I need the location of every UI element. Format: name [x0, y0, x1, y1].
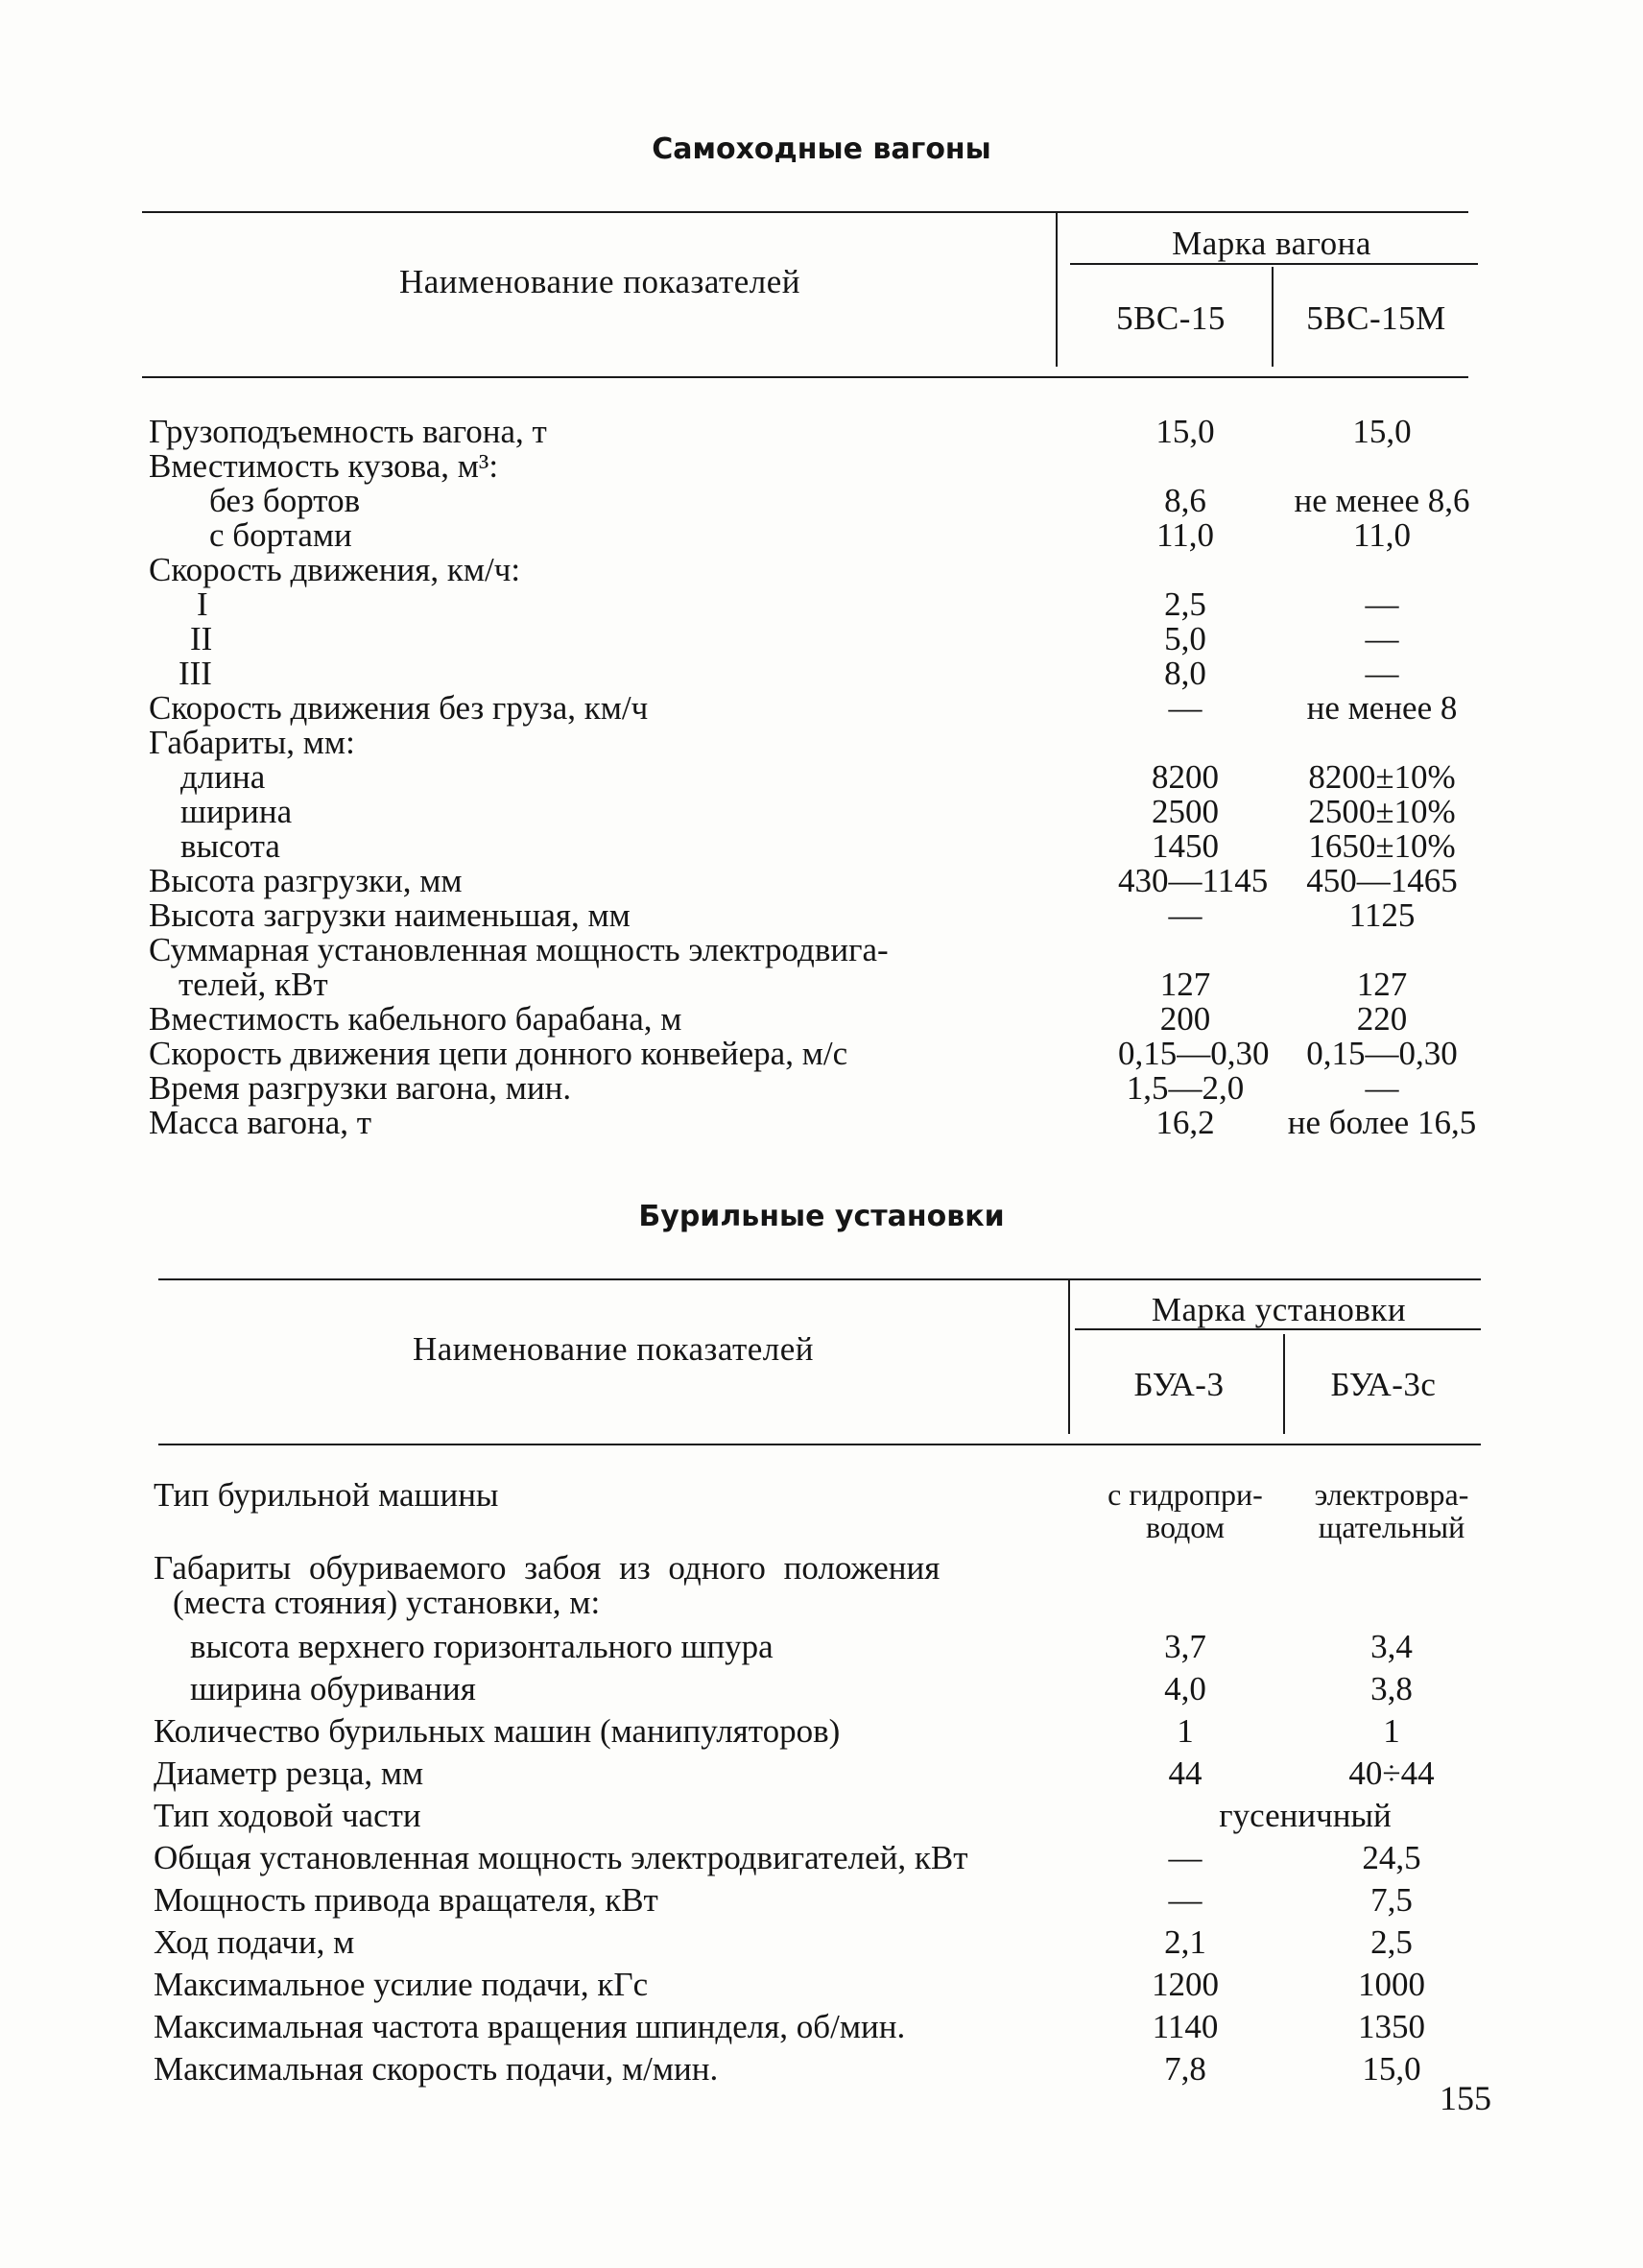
table1-header-group: Марка вагона — [1172, 225, 1371, 262]
table-row — [0, 518, 1643, 553]
row-value-col2: 2,5 — [1370, 1923, 1413, 1961]
table-row — [0, 760, 1643, 795]
table-row — [0, 1672, 1643, 1707]
table-row — [0, 553, 1643, 587]
row-value-col2: 15,0 — [1352, 413, 1412, 450]
row-value-col1: 3,7 — [1164, 1628, 1206, 1665]
row-value-col2: 40÷44 — [1348, 1755, 1435, 1792]
row-value-col2: 3,4 — [1370, 1628, 1413, 1665]
row-label: с бортами — [209, 516, 352, 554]
table-row — [0, 1714, 1643, 1749]
row-value-col2: 1 — [1383, 1712, 1400, 1750]
table1-top-rule — [142, 211, 1468, 213]
row-value-col1: 2,5 — [1164, 585, 1206, 623]
row-value-col1: 7,8 — [1164, 2050, 1206, 2088]
row-label: III — [179, 655, 212, 692]
table2-group-rule — [1075, 1328, 1481, 1330]
row-value-col1: 44 — [1168, 1755, 1202, 1792]
row-value-col2: 7,5 — [1370, 1881, 1413, 1919]
table-row — [0, 1037, 1643, 1071]
table2-header-divider — [1068, 1280, 1070, 1434]
table2-header-group: Марка установки — [1151, 1291, 1407, 1328]
row-label: Высота загрузки наименьшая, мм — [149, 896, 631, 934]
row-value-col1: 127 — [1159, 966, 1211, 1003]
row-value-col1: 430—1145 — [1118, 862, 1269, 899]
row-value-col2: не менее 8 — [1306, 689, 1458, 727]
row-value-merged: гусеничный — [1219, 1797, 1392, 1834]
row-label: Количество бурильных машин (манипуляторов) — [154, 1712, 841, 1750]
table-row — [0, 657, 1643, 691]
row-label: Суммарная установленная мощность электродвига- — [149, 931, 889, 968]
table-row — [0, 829, 1643, 864]
row-value-col2: не более 16,5 — [1287, 1104, 1477, 1141]
row-value-col2: 127 — [1356, 966, 1408, 1003]
table2-top-rule — [158, 1278, 1481, 1280]
row-label: Тип бурильной машины — [154, 1476, 499, 1514]
table-row — [0, 587, 1643, 622]
row-label: Габариты обуриваемого забоя из одного положения — [154, 1549, 941, 1587]
row-value-col1: 16,2 — [1155, 1104, 1215, 1141]
row-label: без бортов — [209, 482, 361, 519]
table-row — [0, 415, 1643, 449]
row-value-col1: 4,0 — [1164, 1670, 1206, 1707]
row-value-col2: 1125 — [1348, 896, 1416, 934]
row-label: Максимальная частота вращения шпинделя, об/мин. — [154, 2008, 906, 2045]
row-label: Общая установленная мощность электродвигателей, кВт — [154, 1839, 968, 1876]
row-value-col2: 2500±10% — [1308, 793, 1456, 830]
row-value-col1: 0,15—0,30 — [1118, 1035, 1270, 1072]
row-label: Скорость движения цепи донного конвейера, м/с — [149, 1035, 848, 1072]
row-label: Диаметр резца, мм — [154, 1755, 424, 1792]
row-value-col2: 24,5 — [1362, 1839, 1421, 1876]
row-value-col2: — — [1365, 620, 1399, 657]
row-value-col1: 1140 — [1152, 2008, 1219, 2045]
row-value-col2: 450—1465 — [1306, 862, 1458, 899]
table2-header-col2: БУА-3с — [1330, 1366, 1437, 1403]
row-value-col2: не менее 8,6 — [1294, 482, 1470, 519]
table-row — [0, 1756, 1643, 1791]
table-row — [0, 1841, 1643, 1875]
table1-header-col1: 5ВС-15 — [1116, 299, 1226, 337]
table1-title: Самоходные вагоны — [652, 132, 991, 166]
row-value-col1: 8,6 — [1164, 482, 1206, 519]
table-row — [0, 691, 1643, 726]
row-label: Мощность привода вращателя, кВт — [154, 1881, 658, 1919]
row-label: (места стояния) установки, м: — [173, 1584, 601, 1621]
table-row — [0, 1925, 1643, 1960]
table-row — [0, 1071, 1643, 1106]
row-value-col2: 0,15—0,30 — [1306, 1035, 1458, 1072]
row-value-col1: 2500 — [1152, 793, 1219, 830]
row-value-col2: 11,0 — [1353, 516, 1411, 554]
row-label: Время разгрузки вагона, мин. — [149, 1069, 572, 1107]
table-row — [0, 2010, 1643, 2044]
table2-header-col1: БУА-3 — [1133, 1366, 1225, 1403]
table-row — [0, 1799, 1643, 1833]
table-row — [0, 864, 1643, 898]
row-label: Вместимость кабельного барабана, м — [149, 1000, 682, 1038]
row-value-col1: 1,5—2,0 — [1126, 1069, 1245, 1107]
row-value-col2: 1000 — [1358, 1966, 1425, 2003]
table-row — [0, 898, 1643, 933]
table-row — [0, 726, 1643, 760]
table1-header-name: Наименование показателей — [398, 263, 801, 300]
table-row — [0, 1002, 1643, 1037]
table-row — [0, 1106, 1643, 1140]
page-number: 155 — [1440, 2079, 1491, 2117]
row-value-col2: 15,0 — [1362, 2050, 1421, 2088]
row-value-col1: — — [1168, 896, 1202, 934]
row-label: ширина — [180, 793, 293, 830]
table-row — [0, 1551, 1643, 1586]
table1-group-rule — [1070, 263, 1478, 265]
table1-header-bottom-rule — [142, 376, 1468, 378]
table-row — [0, 1478, 1643, 1547]
row-value-col2: — — [1365, 655, 1399, 692]
table-row — [0, 933, 1643, 967]
row-value-col1-line1: с гидропри- — [1107, 1477, 1263, 1512]
row-label: Масса вагона, т — [149, 1104, 372, 1141]
row-label: II — [190, 620, 213, 657]
row-value-col1-line2: водом — [1146, 1510, 1225, 1544]
table2-header-bottom-rule — [158, 1444, 1481, 1445]
row-label: телей, кВт — [179, 966, 328, 1003]
table1-header-col2: 5ВС-15М — [1306, 299, 1446, 337]
row-value-col1: 1450 — [1152, 827, 1219, 865]
row-label: Ход подачи, м — [154, 1923, 355, 1961]
row-value-col2-line1: электровра- — [1314, 1477, 1469, 1512]
row-value-col2: — — [1365, 585, 1399, 623]
row-label: ширина обуривания — [190, 1670, 476, 1707]
table-row — [0, 967, 1643, 1002]
row-value-col1: — — [1168, 1881, 1202, 1919]
table2-title: Бурильные установки — [638, 1200, 1005, 1233]
row-value-col2: — — [1365, 1069, 1399, 1107]
row-value-col1: 8,0 — [1164, 655, 1206, 692]
row-value-col1: 200 — [1159, 1000, 1211, 1038]
row-value-col2: 3,8 — [1370, 1670, 1413, 1707]
table-row — [0, 622, 1643, 657]
row-value-col1: 11,0 — [1156, 516, 1214, 554]
row-value-col2: 1650±10% — [1308, 827, 1456, 865]
table-row — [0, 484, 1643, 518]
row-value-col1: 2,1 — [1164, 1923, 1206, 1961]
row-value-col1: 8200 — [1152, 758, 1219, 796]
row-value-col1: — — [1168, 1839, 1202, 1876]
row-label: Скорость движения без груза, км/ч — [149, 689, 649, 727]
row-value-col1: 15,0 — [1155, 413, 1215, 450]
row-label: I — [197, 585, 208, 623]
table-row — [0, 449, 1643, 484]
row-label: Тип ходовой части — [154, 1797, 421, 1834]
row-label: Высота разгрузки, мм — [149, 862, 463, 899]
row-label: Вместимость кузова, м³: — [149, 447, 499, 485]
table-row — [0, 1968, 1643, 2002]
table2-col-divider — [1283, 1334, 1285, 1434]
row-value-col1: — — [1168, 689, 1202, 727]
row-value-col2: 1350 — [1358, 2008, 1425, 2045]
table-row — [0, 1630, 1643, 1664]
table1-col-divider — [1272, 267, 1274, 367]
table-row — [0, 2052, 1643, 2087]
row-value-col2: 220 — [1356, 1000, 1408, 1038]
table2-header-name: Наименование показателей — [412, 1330, 815, 1368]
row-value-col1: 5,0 — [1164, 620, 1206, 657]
row-label: высота — [180, 827, 280, 865]
row-value-col2: 8200±10% — [1308, 758, 1456, 796]
row-label: высота верхнего горизонтального шпура — [190, 1628, 774, 1665]
row-value-col2-line2: щательный — [1318, 1510, 1465, 1544]
table1-header-divider — [1056, 213, 1058, 367]
table-row — [0, 1883, 1643, 1918]
row-value-col1: 1 — [1177, 1712, 1194, 1750]
row-label: Грузоподъемность вагона, т — [149, 413, 547, 450]
row-label: Скорость движения, км/ч: — [149, 551, 521, 588]
row-label: Габариты, мм: — [149, 724, 355, 761]
table-row — [0, 1586, 1643, 1620]
row-value-col1: 1200 — [1152, 1966, 1219, 2003]
row-label: длина — [180, 758, 266, 796]
row-label: Максимальное усилие подачи, кГс — [154, 1966, 649, 2003]
row-label: Максимальная скорость подачи, м/мин. — [154, 2050, 719, 2088]
table-row — [0, 795, 1643, 829]
